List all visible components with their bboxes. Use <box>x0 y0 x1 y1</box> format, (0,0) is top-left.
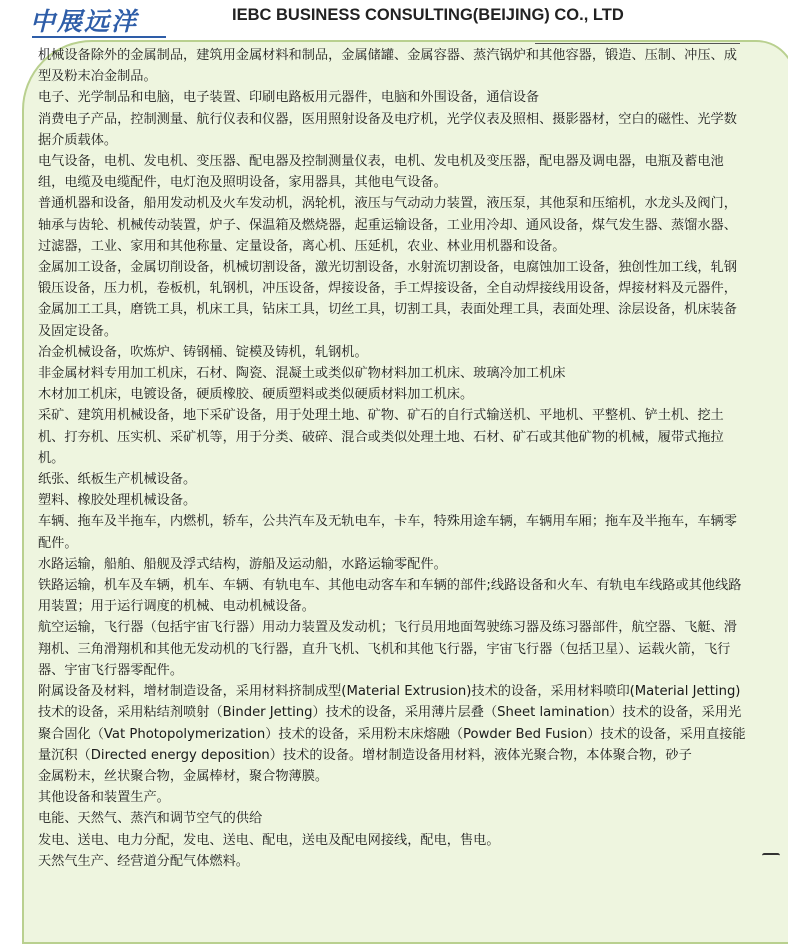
paragraph: 非金属材料专用加工机床，石材、陶瓷、混凝土或类似矿物材料加工机床、玻璃冷加工机床 <box>38 366 566 382</box>
header-rule <box>535 43 740 44</box>
paragraph: 其他设备和装置生产。 <box>38 790 170 806</box>
paragraph: 塑料、橡胶处理机械设备。 <box>38 493 197 509</box>
company-name: IEBC BUSINESS CONSULTING(BEIJING) CO., LTD <box>232 6 624 24</box>
paragraph: 发电、送电、电力分配，发电、送电、配电，送电及配电网接线，配电，售电。 <box>38 832 500 848</box>
paragraph: 机械设备除外的金属制品，建筑用金属材料和制品，金属储罐、金属容器、蒸汽锅炉和其他容器，锻造、压制、冲压、成型及粉末冶金制品。 <box>38 48 737 85</box>
paragraph: 木材加工机床，电镀设备，硬质橡胶、硬质塑料或类似硬质材料加工机床。 <box>38 387 474 403</box>
paragraph: 天然气生产、经营道分配气体燃料。 <box>38 853 249 869</box>
company-logo: 中展远洋 <box>30 7 139 36</box>
paragraph: 消费电子产品，控制测量、航行仪表和仪器，医用照射设备及电疗机，光学仪表及照相、摄影器材，空白的磁性、光学数据介质载体。 <box>38 111 737 148</box>
paragraph: 普通机器和设备，船用发动机及火车发动机，涡轮机，液压与气动动力装置，液压泵，其他泵和压缩机，水龙头及阀门，轴承与齿轮、机械传动装置，炉子、保温箱及燃烧器，起重运输设备，工业用冷却、通风设备，煤气发生器、蒸馏水器、过滤器，工业、家用和其他称量、定量设备，离心机、压延机，农业、林业用机器和设备。 <box>38 196 737 254</box>
paragraph: 金属加工设备，金属切削设备，机械切割设备，激光切割设备，水射流切割设备，电腐蚀加工设备，独创性加工线，轧钢锻压设备，压力机，卷板机，轧钢机，冲压设备，焊接设备，手工焊接设备，全自动焊接线用设备，焊接材料及元器件，金属加工工具，磨铣工具，机床工具，钻床工具，切丝工具，切割工具，表面处理工具，表面处理、涂层设备，机床装备及固定设备。 <box>38 260 737 339</box>
paragraph: 电子、光学制品和电脑，电子装置、印刷电路板用元器件，电脑和外围设备，通信设备 <box>38 90 540 106</box>
paragraph: 航空运输，飞行器（包括宇宙飞行器）用动力装置及发动机；飞行员用地面驾驶练习器及练习器部件，航空器、飞艇、滑翔机、三角滑翔机和其他无发动机的飞行器，直升飞机、飞机和其他飞行器，宇宙飞行器（包括卫星）、运载火箭，飞行器、宇宙飞行器零配件。 <box>38 620 737 678</box>
paragraph: 冶金机械设备，吹炼炉、铸钢桶、锭模及铸机，轧钢机。 <box>38 344 368 360</box>
paragraph: 铁路运输，机车及车辆，机车、车辆、有轨电车、其他电动客车和车辆的部件;线路设备和火车、有轨电车线路或其他线路用装置；用于运行调度的机械、电动机械设备。 <box>38 578 742 615</box>
paragraph: 电能、天然气、蒸汽和调节空气的供给 <box>38 811 263 827</box>
paragraph: 车辆、拖车及半拖车，内燃机，轿车，公共汽车及无轨电车，卡车，特殊用途车辆，车辆用车厢；拖车及半拖车，车辆零配件。 <box>38 514 737 551</box>
paragraph: 金属粉末，丝状聚合物，金属棒材，聚合物薄膜。 <box>38 768 329 784</box>
logo-underline <box>32 36 166 38</box>
paragraph: 附属设备及材料，增材制造设备，采用材料挤制成型(Material Extrusion)技术的设备，采用材料喷印(Material Jetting)技术的设备，采用粘结剂喷射（Binder Jetting）技术的设备，采用薄片层叠（Sheet lamination）技术的设备，采用光聚合固化（Vat Photopolymerization）技术的设备，采用粉末床熔融（Powder Bed Fusion）技术的设备，采用直接能量沉积（Directed energy deposition）技术的设备。增材制造设备用材料，液体光聚合物，本体聚合物，砂子 <box>38 684 746 763</box>
paragraph: 水路运输，船舶、船舰及浮式结构，游船及运动船，水路运输零配件。 <box>38 556 447 572</box>
paragraph: 电气设备，电机、发电机、变压器、配电器及控制测量仪表，电机、发电机及变压器，配电器及调电器，电瓶及蓄电池组，电缆及电缆配件，电灯泡及照明设备，家用器具，其他电气设备。 <box>38 154 724 191</box>
page-corner-mark <box>762 853 780 858</box>
paragraph: 采矿、建筑用机械设备，地下采矿设备，用于处理土地、矿物、矿石的自行式输送机、平地机、平整机、铲土机、挖土机、打夯机、压实机、采矿机等，用于分类、破碎、混合或类似处理土地、石材、矿石或其他矿物的机械，履带式拖拉机。 <box>38 408 724 466</box>
paragraph: 纸张、纸板生产机械设备。 <box>38 472 197 488</box>
document-body <box>38 45 750 872</box>
